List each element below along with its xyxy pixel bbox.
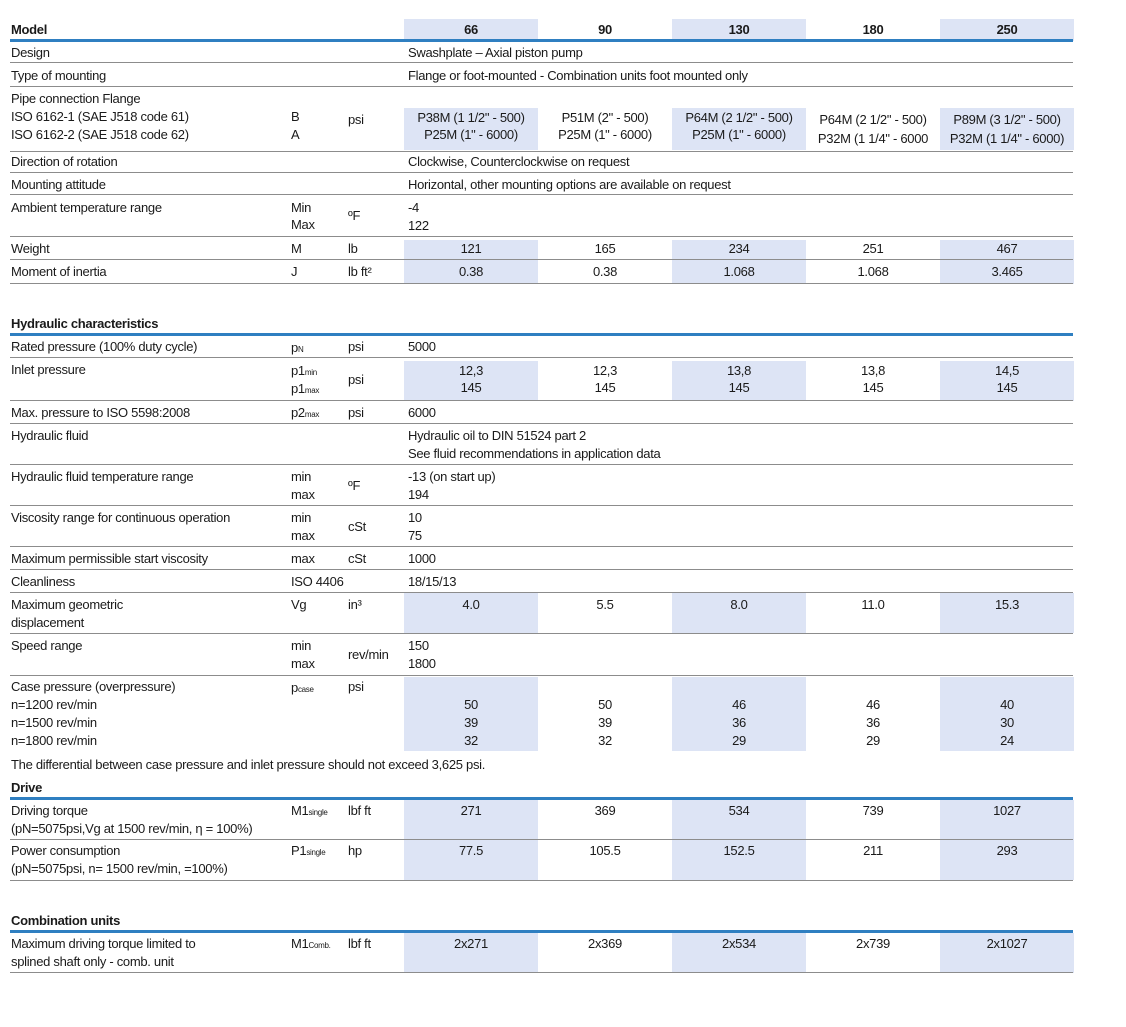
design-label: Design [11,45,50,60]
power-sub-label: (pN=5075psi, n= 1500 rev/min, =100%) [11,861,228,876]
drive-rule [10,797,1073,800]
case-1200-90: 50 [598,697,612,712]
inertia-66: 0.38 [458,264,484,279]
power-unit: hp [348,843,362,858]
case-1500-180: 36 [866,715,880,730]
rated-unit: psi [348,339,364,354]
viscosity-unit: cSt [348,519,366,534]
model-90: 90 [598,22,612,37]
maxp-unit: psi [348,405,364,420]
pipe-sym-a: A [291,127,300,142]
row-divider [10,86,1073,87]
viscosity-min-label: min [291,510,312,525]
fluid-temp-label: Hydraulic fluid temperature range [11,469,194,484]
row-divider [10,464,1073,465]
displacement-sym: Vg [291,597,307,612]
hydraulic-rule [10,333,1073,336]
inlet-max-250: 145 [996,380,1018,395]
case-note: The differential between case pressure and inlet pressure should not exceed 3,625 psi. [11,757,486,772]
model-250: 250 [996,22,1018,37]
displacement-250: 15.3 [994,597,1020,612]
combination-90: 2x369 [588,936,622,951]
row-divider [10,151,1073,152]
row-divider [10,505,1073,506]
inlet-max-130: 145 [728,380,750,395]
torque-sym-main: M1 [291,803,309,818]
weight-180: 251 [862,241,884,256]
start-visc-sym: max [291,551,315,566]
hydraulic-title: Hydraulic characteristics [11,316,159,331]
ambient-min: -4 [408,200,419,215]
inertia-label: Moment of inertia [11,264,107,279]
row-divider [10,675,1073,676]
inlet-sym2: p1 [291,381,305,396]
row-divider [10,172,1073,173]
torque-180: 739 [862,803,884,818]
rotation-label: Direction of rotation [11,154,118,169]
case-sym-main: p [291,680,298,695]
ambient-min-label: Min [291,200,312,215]
torque-sym [291,802,328,821]
ambient-max-label: Max [291,217,315,232]
inertia-180: 1.068 [857,264,889,279]
inlet-max-90: 145 [594,380,616,395]
fluid-temp-min-label: min [291,469,312,484]
inlet-min-180: 13,8 [860,363,886,378]
torque-sym-sub: single [308,808,328,817]
torque-66: 271 [460,803,482,818]
inlet-sym-max [291,380,319,399]
inlet-sym1: p1 [291,363,305,378]
torque-unit: lbf ft [348,803,371,818]
fluid-temp-max: 194 [408,487,429,502]
inlet-min-66: 12,3 [458,363,484,378]
attitude-label: Mounting attitude [11,177,106,192]
model-66: 66 [464,22,478,37]
combination-rule [10,930,1073,933]
pipe-b-180: P64M (2 1/2" - 500) [819,112,927,127]
rated-value: 5000 [408,339,436,354]
row-divider [10,839,1073,840]
case-1800-66: 32 [464,733,478,748]
combination-title: Combination units [11,913,120,928]
weight-sym: M [291,241,302,256]
model-180: 180 [862,22,884,37]
speed-max-label: max [291,656,315,671]
rotation-value: Clockwise, Counterclockwise on request [408,154,630,169]
row-divider [10,357,1073,358]
inlet-sub1: min [304,368,317,377]
inlet-sym-min [291,362,317,381]
inlet-max-180: 145 [862,380,884,395]
viscosity-label: Viscosity range for continuous operation [11,510,231,525]
row-divider [10,62,1073,63]
combination-label-2: splined shaft only - comb. unit [11,954,174,969]
pipe-b-66: P38M (1 1/2" - 500) [417,110,525,125]
case-1800-180: 29 [866,733,880,748]
case-row-1800-label: n=1800 rev/min [11,733,97,748]
torque-130: 534 [728,803,750,818]
fluid-line-2: See fluid recommendations in application data [408,446,661,461]
viscosity-max-label: max [291,528,315,543]
combination-unit: lbf ft [348,936,371,951]
speed-label: Speed range [11,638,83,653]
inlet-min-90: 12,3 [592,363,618,378]
model-header: Model [11,22,48,37]
power-250: 293 [996,843,1018,858]
row-divider [10,633,1073,634]
row-divider [10,546,1073,547]
viscosity-min: 10 [408,510,422,525]
rated-label: Rated pressure (100% duty cycle) [11,339,198,354]
ambient-unit: ºF [348,208,361,223]
row-divider [10,283,1073,284]
pipe-a-130: P25M (1" - 6000) [692,127,786,142]
power-66: 77.5 [458,843,484,858]
viscosity-max: 75 [408,528,422,543]
fluid-label: Hydraulic fluid [11,428,89,443]
maxp-sym [291,404,319,423]
fluid-temp-unit: ºF [348,478,361,493]
case-1500-66: 39 [464,715,478,730]
pipe-label-2: ISO 6162-1 (SAE J518 code 61) [11,109,189,124]
combination-label-1: Maximum driving torque limited to [11,936,196,951]
combination-180: 2x739 [856,936,890,951]
displacement-90: 5.5 [596,597,614,612]
maxp-value: 6000 [408,405,436,420]
speed-min: 150 [408,638,429,653]
row-divider [10,569,1073,570]
fluid-line-1: Hydraulic oil to DIN 51524 part 2 [408,428,586,443]
row-divider [10,400,1073,401]
row-divider [10,423,1073,424]
weight-250: 467 [996,241,1018,256]
rated-sym [291,339,303,358]
torque-250: 1027 [993,803,1021,818]
start-visc-label: Maximum permissible start viscosity [11,551,208,566]
weight-label: Weight [11,241,50,256]
combination-130: 2x534 [722,936,756,951]
rated-sym-main: p [291,340,298,355]
inertia-unit: lb ft² [348,264,372,279]
case-1200-250: 40 [1000,697,1014,712]
combination-250: 2x1027 [986,936,1028,951]
displacement-unit: in³ [348,597,362,612]
inertia-sym: J [291,264,298,279]
weight-90: 165 [594,241,616,256]
inlet-min-130: 13,8 [726,363,752,378]
power-90: 105.5 [589,843,621,858]
case-row-1200-label: n=1200 rev/min [11,697,97,712]
torque-90: 369 [594,803,616,818]
case-1800-90: 32 [598,733,612,748]
pipe-a-90: P25M (1" - 6000) [558,127,652,142]
attitude-value: Horizontal, other mounting options are available on request [408,177,731,192]
inlet-min-250: 14,5 [994,363,1020,378]
mounting-label: Type of mounting [11,68,106,83]
cleanliness-value: 18/15/13 [408,574,457,589]
inertia-130: 1.068 [723,264,755,279]
case-1500-130: 36 [732,715,746,730]
pipe-sym-b: B [291,109,300,124]
inertia-250: 3.465 [991,264,1023,279]
pipe-label-1: Pipe connection Flange [11,91,141,106]
combination-sym-sub: Comb. [308,941,331,950]
maxp-sym-sub: max [304,410,320,419]
header-rule [10,39,1073,42]
ambient-max: 122 [408,218,429,233]
weight-66: 121 [460,241,482,256]
combination-66: 2x271 [454,936,488,951]
start-visc-value: 1000 [408,551,436,566]
power-180: 211 [863,843,883,858]
cleanliness-label: Cleanliness [11,574,75,589]
case-1200-130: 46 [732,697,746,712]
row-divider [10,972,1073,973]
inlet-unit: psi [348,372,364,387]
power-sym-sub: single [306,848,326,857]
case-row-1500-label: n=1500 rev/min [11,715,97,730]
case-1800-130: 29 [732,733,746,748]
displacement-66: 4.0 [462,597,480,612]
case-1800-250: 24 [1000,733,1014,748]
speed-unit: rev/min [348,647,389,662]
pipe-a-180: P32M (1 1/4" - 6000 [817,131,929,146]
ambient-label: Ambient temperature range [11,200,162,215]
inertia-90: 0.38 [592,264,618,279]
case-1500-90: 39 [598,715,612,730]
mounting-value: Flange or foot-mounted - Combination units foot mounted only [408,68,748,83]
pipe-a-66: P25M (1" - 6000) [424,127,518,142]
weight-unit: lb [348,241,358,256]
pipe-unit: psi [348,112,364,127]
speed-max: 1800 [408,656,436,671]
displacement-130: 8.0 [730,597,748,612]
displacement-label-1: Maximum geometric [11,597,123,612]
speed-min-label: min [291,638,312,653]
combination-sym [291,935,331,954]
case-unit: psi [348,679,364,694]
case-1500-250: 30 [1000,715,1014,730]
power-sym [291,842,325,861]
power-sym-main: P1 [291,843,307,858]
inlet-max-66: 145 [460,380,482,395]
pipe-a-250: P32M (1 1/4" - 6000) [949,131,1065,146]
fluid-temp-max-label: max [291,487,315,502]
inlet-sub2: max [304,386,320,395]
maxp-label: Max. pressure to ISO 5598:2008 [11,405,190,420]
case-1200-180: 46 [866,697,880,712]
row-divider [10,880,1073,881]
case-sym [291,679,314,698]
weight-130: 234 [728,241,750,256]
pipe-b-130: P64M (2 1/2" - 500) [685,110,793,125]
case-label: Case pressure (overpressure) [11,679,176,694]
row-divider [10,592,1073,593]
model-130: 130 [728,22,750,37]
power-label: Power consumption [11,843,121,858]
row-divider [10,259,1073,260]
displacement-180: 11.0 [861,597,885,612]
cleanliness-sym: ISO 4406 [291,574,344,589]
pipe-b-90: P51M (2" - 500) [561,110,649,125]
fluid-temp-min: -13 (on start up) [408,469,496,484]
displacement-label-2: displacement [11,615,84,630]
row-divider [10,194,1073,195]
row-divider [10,236,1073,237]
torque-sub-label: (pN=5075psi,Vg at 1500 rev/min, η = 100%) [11,821,253,836]
start-visc-unit: cSt [348,551,366,566]
inlet-label: Inlet pressure [11,362,86,377]
power-130: 152.5 [723,843,755,858]
case-sym-sub: case [297,685,314,694]
case-1200-66: 50 [464,697,478,712]
rated-sym-sub: N [297,345,304,354]
design-value: Swashplate – Axial piston pump [408,45,583,60]
maxp-sym-main: p2 [291,405,305,420]
pipe-b-250: P89M (3 1/2" - 500) [953,112,1061,127]
combination-sym-main: M1 [291,936,309,951]
torque-label: Driving torque [11,803,88,818]
drive-title: Drive [11,780,43,795]
pipe-label-3: ISO 6162-2 (SAE J518 code 62) [11,127,189,142]
